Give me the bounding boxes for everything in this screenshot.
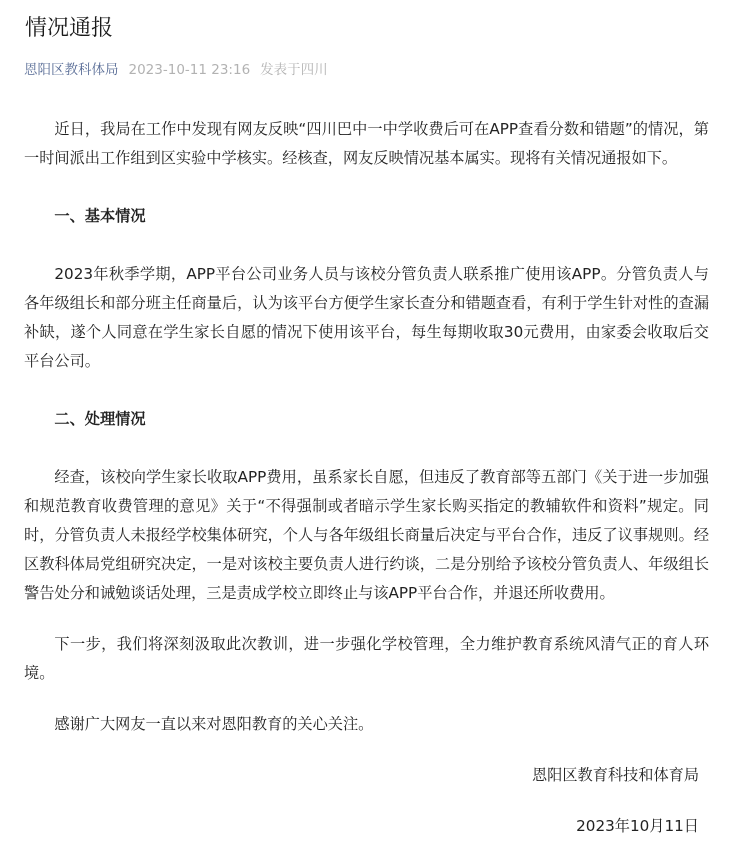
publish-location: 发表于四川 bbox=[260, 62, 328, 78]
section-heading-handling: 二、处理情况 bbox=[54, 410, 146, 428]
signature-org: 恩阳区教育科技和体育局 bbox=[531, 766, 699, 784]
spacer bbox=[24, 376, 709, 405]
basic-situation-paragraph: 2023年秋季学期，APP平台公司业务人员与该校分管负责人联系推广使用该APP。分管负责人与各年级组长和部分班主任商量后，认为该平台方便学生家长查分和错题查看，有利于学生针对性的查漏补缺，遂个人同意在学生家长自愿的情况下使用该平台，每生每期收取30元费用，由家委会收取后交平台公司。 bbox=[24, 265, 709, 370]
intro-paragraph: 近日，我局在工作中发现有网友反映“四川巴中一中学收费后可在APP查看分数和错题”的情况，第一时间派出工作组到区实验中学核实。经核查，网友反映情况基本属实。现将有关情况通报如下。 bbox=[24, 120, 709, 167]
spacer bbox=[24, 688, 709, 710]
spacer bbox=[24, 739, 709, 761]
section-heading-basic: 一、基本情况 bbox=[54, 207, 146, 225]
spacer bbox=[24, 231, 709, 260]
thanks-paragraph: 感谢广大网友一直以来对恩阳教育的关心关注。 bbox=[54, 715, 374, 733]
article-meta bbox=[24, 60, 709, 80]
spacer bbox=[24, 608, 709, 630]
handling-paragraph: 经查，该校向学生家长收取APP费用，虽系家长自愿，但违反了教育部等五部门《关于进一步加强和规范教育收费管理的意见》关于“不得强制或者暗示学生家长购买指定的教辅软件和资料”规定。同时，分管负责人未报经学校集体研究，个人与各年级组长商量后决定与平台合作，违反了议事规则。经区教科体局党组研究决定，一是对该校主要负责人进行约谈，二是分别给予该校分管负责人、年级组长警告处分和诫勉谈话处理，三是责成学校立即终止与该APP平台合作，并退还所收费用。 bbox=[24, 468, 709, 602]
publish-datetime: 2023-10-11 23:16 bbox=[128, 62, 251, 78]
spacer bbox=[24, 434, 709, 463]
author-link[interactable]: 恩阳区教科体局 bbox=[24, 62, 119, 78]
next-step-paragraph: 下一步，我们将深刻汲取此次教训，进一步强化学校管理，全力维护教育系统风清气正的育人环境。 bbox=[24, 635, 709, 682]
spacer bbox=[24, 173, 709, 202]
spacer bbox=[24, 790, 709, 812]
article-content bbox=[24, 115, 709, 841]
article-title: 情况通报 bbox=[25, 16, 114, 41]
signature-date: 2023年10月11日 bbox=[576, 817, 699, 835]
